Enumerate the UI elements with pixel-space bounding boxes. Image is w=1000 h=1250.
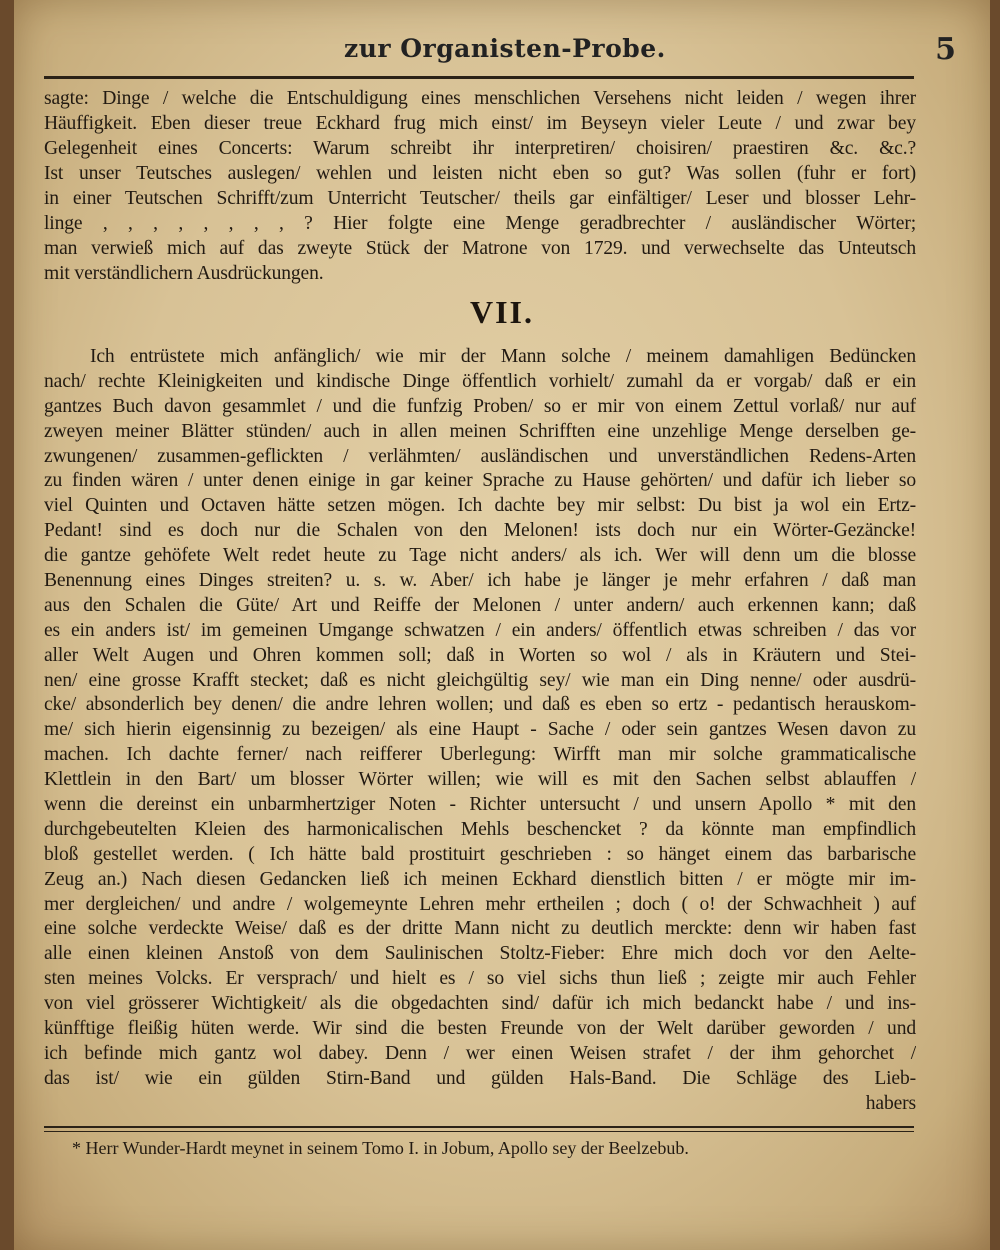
section-heading: VII. xyxy=(469,294,534,330)
text-line: künfftige fleißig hüten werde. Wir sind die besten Freunde von der Welt darüber geworden / und xyxy=(44,1018,916,1040)
running-title: zur Organisten-Probe. xyxy=(344,34,666,63)
text-line: me/ sich hierin eigensinnig zu bezeigen/ als eine Haupt - Sache / oder sein gantzes Wesen davon zu xyxy=(44,719,916,741)
text-line: Zeug an.) Nach diesen Gedancken ließ ich meinen Eckhard dienstlich bitten / er mögte mir im- xyxy=(44,868,916,890)
text-line: das ist/ wie ein gülden Stirn-Band und gülden Hals-Band. Die Schläge des Lieb- xyxy=(44,1067,916,1089)
footnote-rule xyxy=(44,1126,914,1128)
text-line: Klettlein in den Bart/ um blosser Wörter willen; wie will es mit den Sachen selbst ablauffen / xyxy=(44,769,916,791)
footnote: * Herr Wunder-Hardt meynet in seinem Tomo I. in Jobum, Apollo sey der Beelzebub. xyxy=(72,1138,689,1158)
text-line: linge , , , , , , , , ? Hier folgte eine Menge geradbrechter / ausländischer Wörter; xyxy=(44,213,916,234)
text-line: aller Welt Augen und Ohren kommen soll; daß in Worten so wol / als in Kräutern und Stei- xyxy=(44,644,916,666)
text-line: wenn die dereinst ein unbarmhertziger Noten - Richter untersucht / und unsern Apollo * mit den xyxy=(44,794,916,816)
text-line: Gelegenheit eines Concerts: Warum schreibt ihr interpretiren/ choisiren/ praestiren &c. &c.? xyxy=(44,138,916,159)
text-line: durchgebeutelten Kleien des harmonicalischen Mehls beschencket ? da könnte man empfindlich xyxy=(44,818,916,840)
text-line: man verwieß mich auf das zweyte Stück der Matrone von 1729. und verwechselte das Unteutsch xyxy=(44,238,916,259)
text-line: nen/ eine grosse Krafft stecket; daß es nicht gleichgültig sey/ wie man ein Ding nenne/ oder ausdrü- xyxy=(44,669,916,691)
text-line: gantzes Buch davon gesammlet / und die funfzig Proben/ so er mir von einem Zettul vorlaß/ nur auf xyxy=(44,395,916,417)
running-head xyxy=(44,28,956,68)
text-line: Ist unser Teutsches auslegen/ wehlen und leisten nicht eben so gut? Was sollen (fuhr er fort) xyxy=(44,163,916,184)
text-line: in einer Teutschen Schrifft/zum Unterricht Teutscher/ theils gar einfältiger/ Leser und blosser Lehr- xyxy=(44,188,916,209)
text-line: Pedant! sind es doch nur die Schalen von den Melonen! ists doch nur ein Wörter-Gezäncke! xyxy=(44,520,916,542)
text-line: nach/ rechte Kleinigkeiten und kindische Dinge öffentlich vorhielt/ zumahl da er vorgab/ daß er ein xyxy=(44,370,916,392)
text-line: viel Quinten und Octaven hätte setzen mögen. Ich dachte bey mir selbst: Du bist ja wol ein Ertz- xyxy=(44,495,916,517)
text-line: eine solche verdeckte Weise/ daß es der dritte Mann nicht zu deutlich merckte: denn wir haben fast xyxy=(44,918,916,940)
footnote-rule-thin xyxy=(44,1131,914,1132)
text-line: zwungenen/ zusammen-geflickten / verlähmten/ ausländischen und unverständlichen Redens-Arten xyxy=(44,445,916,467)
text-line: Ich entrüstete mich anfänglich/ wie mir der Mann solche / meinem damahligen Bedüncken xyxy=(90,346,916,367)
text-line: mit verständlichern Ausdrückungen. xyxy=(44,263,324,284)
paragraph-1 xyxy=(44,86,916,286)
text-line: sagte: Dinge / welche die Entschuldigung eines menschlichen Versehens nicht leiden / wegen ihrer xyxy=(44,88,916,109)
text-line: sten meines Volcks. Er versprach/ und hielt es / so viel sichs thun ließ ; zeigte mir auch Fehler xyxy=(44,968,916,990)
text-line: aus den Schalen die Güte/ Art und Reiffe der Melonen / unter andern/ auch erkennen kann; daß xyxy=(44,594,916,616)
header-rule xyxy=(44,76,914,79)
catchword: habers xyxy=(865,1092,916,1114)
text-line: es ein anders ist/ im gemeinen Umgange schwatzen / ein anders/ öffentlich etwas schreiben / das vor xyxy=(44,619,916,641)
text-line: machen. Ich dachte ferner/ nach reifferer Uberlegung: Wirfft man mir solche grammaticalische xyxy=(44,744,916,766)
page-number: 5 xyxy=(935,32,956,67)
text-line: Benennung eines Dinges streiten? u. s. w. Aber/ ich habe je länger je mehr erfahren / daß man xyxy=(44,570,916,592)
paragraph-2 xyxy=(44,345,916,1117)
text-line: ich befinde mich gantz wol dabey. Denn / wer einen Weisen strafet / der ihm gehorchet / xyxy=(44,1042,916,1064)
text-line: alle einen kleinen Anstoß von dem Saulinischen Stoltz-Fieber: Ehre mich doch vor den Aelte- xyxy=(44,943,916,965)
text-line: zweyen meiner Blätter stünden/ auch in allen meinen Schrifften eine unzehlige Menge derselben ge- xyxy=(44,420,916,442)
text-line: cke/ absonderlich bey denen/ die andre lehren wollen; und daß es eben so ertz - pedantisch herauskom- xyxy=(44,694,916,716)
text-line: von viel grösserer Wichtigkeit/ als die obgedachten sind/ dafür ich mich bedanckt habe / und ins- xyxy=(44,993,916,1015)
text-line: bloß gestellet werden. ( Ich hätte bald prostituirt geschrieben : so hänget einem das barbarische xyxy=(44,843,916,865)
text-line: die gantze gehöfete Welt redet heute zu Tage nicht anders/ als ich. Wer will denn um die blosse xyxy=(44,545,916,567)
book-page xyxy=(14,0,990,1250)
text-line: zu finden wären / unter denen einige in gar keiner Sprache zu Hause gehörten/ und dafür ich lieber so xyxy=(44,470,916,492)
text-line: mer dergleichen/ und andre / wolgemeynte Lehren mehr ertheilen ; doch ( o! der Schwachheit ) auf xyxy=(44,893,916,915)
text-line: Häuffigkeit. Eben dieser treue Eckhard frug mich einst/ im Beyseyn vieler Leute / und zwar bey xyxy=(44,113,916,134)
